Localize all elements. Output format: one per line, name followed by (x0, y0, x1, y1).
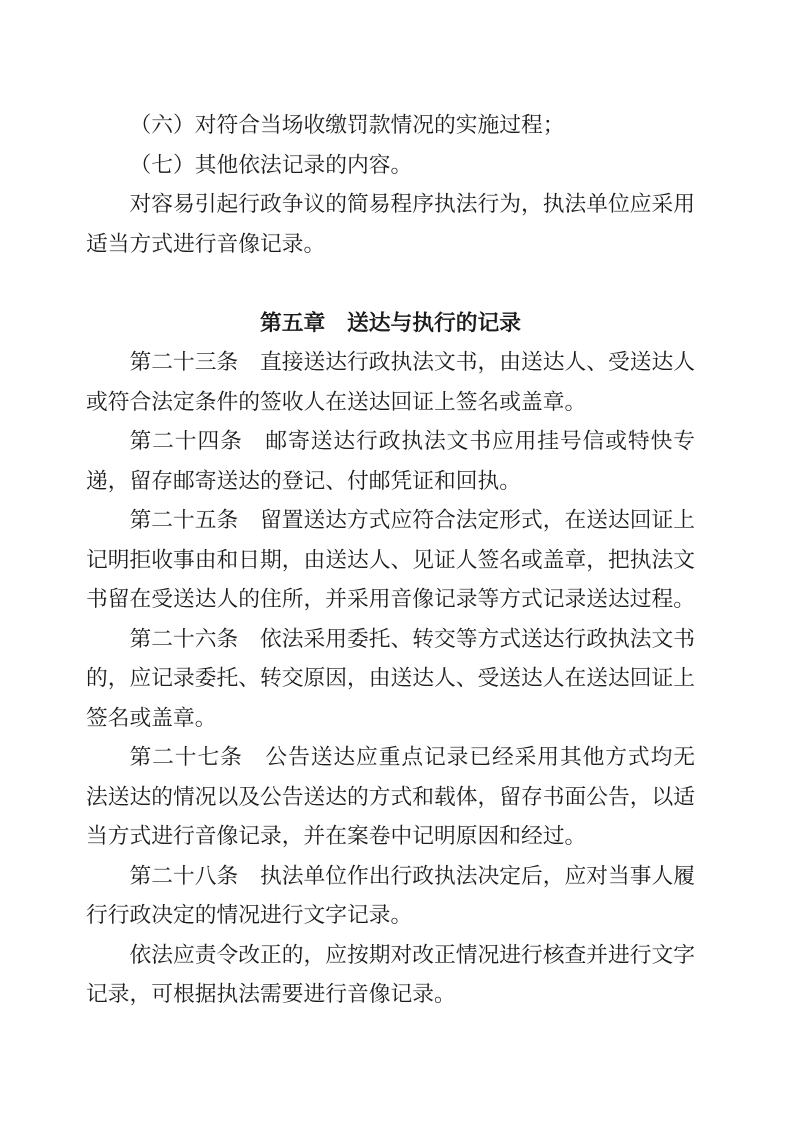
text-line: 依法应责令改正的，应按期对改正情况进行核查并进行文字 (129, 942, 695, 967)
paragraph (86, 936, 695, 1015)
chapter-heading: 第五章 送达与执行的记录 (260, 310, 521, 335)
text-line: 对容易引起行政争议的简易程序执法行为，执法单位应采用 (129, 192, 695, 216)
paragraph (86, 620, 695, 739)
text-line: （六）对符合当场收缴罚款情况的实施过程； (129, 113, 565, 137)
text-line: 记明拒收事由和日期，由送达人、见证人签名或盖章，把执法文 (86, 547, 695, 572)
text-line: 或符合法定条件的签收人在送达回证上签名或盖章。 (86, 389, 587, 414)
text-line: 第二十七条 公告送达应重点记录已经采用其他方式均无 (129, 745, 695, 769)
text-line: 递，留存邮寄送达的登记、付邮凭证和回执。 (86, 468, 521, 493)
text-line: 第二十五条 留置送达方式应符合法定形式，在送达回证上 (129, 508, 695, 532)
text-line: 当方式进行音像记录，并在案卷中记明原因和经过。 (86, 824, 587, 848)
text-line: 适当方式进行音像记录。 (86, 231, 326, 256)
text-line: （七）其他依法记录的内容。 (129, 152, 413, 177)
text-line: 第二十四条 邮寄送达行政执法文书应用挂号信或特快专 (129, 429, 695, 453)
blank-line (86, 264, 695, 304)
text-line: 的，应记录委托、转交原因，由送达人、受送达人在送达回证上 (86, 666, 695, 690)
paragraph (86, 185, 695, 264)
document-content (86, 106, 695, 1015)
text-line: 签名或盖章。 (86, 705, 217, 730)
paragraph (86, 501, 695, 620)
text-line: 书留在受送达人的住所，并采用音像记录等方式记录送达过程。 (86, 587, 695, 611)
text-line: 第二十三条 直接送达行政执法文书，由送达人、受送达人 (129, 350, 695, 374)
paragraph (86, 146, 695, 186)
paragraph (86, 738, 695, 857)
text-line: 第二十八条 执法单位作出行政执法决定后，应对当事人履 (129, 863, 695, 888)
text-line: 记录，可根据执法需要进行音像记录。 (86, 982, 456, 1006)
text-line: 法送达的情况以及公告送达的方式和载体，留存书面公告，以适 (86, 784, 695, 809)
paragraph (86, 106, 695, 146)
paragraph (86, 343, 695, 422)
paragraph (86, 422, 695, 501)
text-line: 行行政决定的情况进行文字记录。 (86, 903, 413, 927)
text-line: 第二十六条 依法采用委托、转交等方式送达行政执法文书 (129, 626, 695, 651)
paragraph (86, 857, 695, 936)
